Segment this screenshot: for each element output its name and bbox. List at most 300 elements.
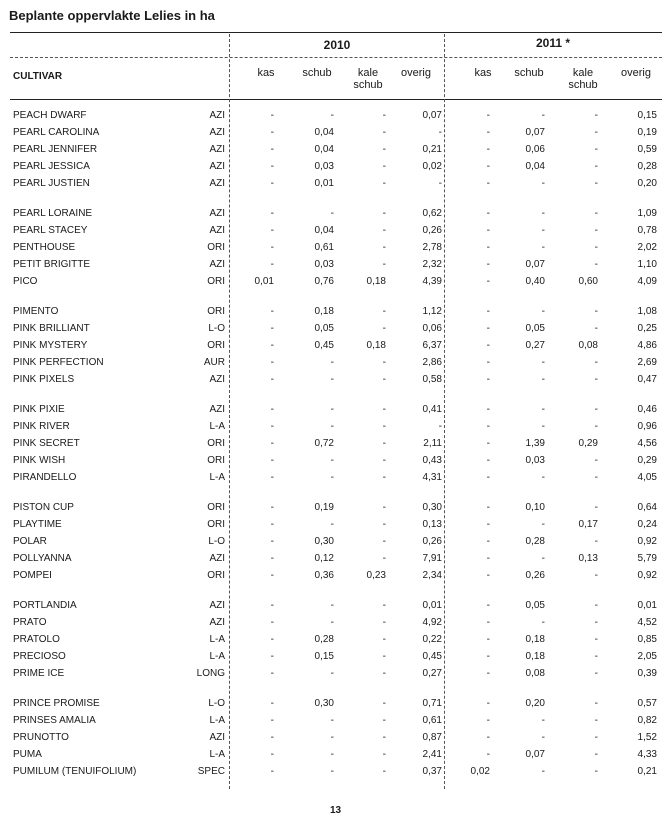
cell-schub-2011: - bbox=[541, 616, 545, 628]
cell-kale-schub-2011: - bbox=[594, 356, 598, 368]
cultivar-name: PEARL LORAINE bbox=[13, 208, 93, 219]
cultivar-type: AZI bbox=[209, 208, 225, 219]
cell-overig-2011: 0,19 bbox=[637, 126, 657, 138]
cultivar-type: AZI bbox=[209, 731, 225, 743]
cultivar-name: PETIT BRIGITTE bbox=[13, 258, 91, 270]
cell-kale-schub-2011: - bbox=[594, 258, 598, 270]
cell-schub-2011: - bbox=[541, 765, 545, 777]
cell-schub-2011: - bbox=[541, 224, 545, 236]
cell-kale-schub-2010: - bbox=[382, 373, 386, 385]
cultivar-name: PRINSES AMALIA bbox=[13, 714, 96, 726]
col-header-schub-2010: schub bbox=[302, 67, 332, 79]
cell-overig-2010: 0,62 bbox=[422, 208, 442, 219]
cell-overig-2010: 0,02 bbox=[422, 160, 442, 172]
cell-kas-2011: - bbox=[486, 322, 490, 334]
cell-overig-2011: 1,08 bbox=[637, 306, 657, 317]
table-row bbox=[0, 614, 671, 631]
cultivar-name: PISTON CUP bbox=[13, 502, 74, 513]
cell-kas-2010: - bbox=[270, 518, 274, 530]
table-row bbox=[0, 729, 671, 746]
cell-kas-2011: - bbox=[486, 143, 490, 155]
table-row bbox=[0, 205, 671, 222]
cell-schub-2011: - bbox=[541, 471, 545, 483]
cell-schub-2011: 0,18 bbox=[525, 650, 545, 662]
cell-kas-2010: - bbox=[270, 143, 274, 155]
table-title: Beplante oppervlakte Lelies in ha bbox=[9, 8, 215, 23]
cultivar-name: PIMENTO bbox=[13, 306, 59, 317]
cell-schub-2010: - bbox=[330, 616, 334, 628]
cell-kas-2010: - bbox=[270, 420, 274, 432]
cell-overig-2011: 5,79 bbox=[637, 552, 657, 564]
cell-overig-2011: 0,64 bbox=[637, 502, 657, 513]
table-row bbox=[0, 499, 671, 516]
cell-kale-schub-2011: - bbox=[594, 224, 598, 236]
cell-kas-2010: - bbox=[270, 306, 274, 317]
cultivar-name: PICO bbox=[13, 275, 38, 287]
top-rule bbox=[10, 32, 662, 33]
cell-schub-2011: - bbox=[541, 420, 545, 432]
cell-kas-2010: - bbox=[270, 110, 274, 121]
cell-kale-schub-2010: - bbox=[382, 224, 386, 236]
cell-kas-2011: - bbox=[486, 731, 490, 743]
cell-kale-schub-2011: - bbox=[594, 616, 598, 628]
cultivar-name: PRIME ICE bbox=[13, 667, 65, 679]
cell-kale-schub-2011: - bbox=[594, 177, 598, 189]
cell-kale-schub-2011: - bbox=[594, 731, 598, 743]
cell-kas-2011: - bbox=[486, 437, 490, 449]
table-row bbox=[0, 763, 671, 780]
cultivar-name: PIRANDELLO bbox=[13, 471, 77, 483]
cell-overig-2011: 4,52 bbox=[637, 616, 657, 628]
cell-kale-schub-2011: - bbox=[594, 650, 598, 662]
cell-kas-2011: - bbox=[486, 454, 490, 466]
cell-schub-2011: 0,07 bbox=[525, 258, 545, 270]
cell-kas-2011: - bbox=[486, 667, 490, 679]
col-header-kale-schub-2011: kale schub bbox=[568, 67, 598, 91]
cell-overig-2011: 0,85 bbox=[637, 633, 657, 645]
page-number: 13 bbox=[329, 805, 342, 816]
cultivar-type: AZI bbox=[209, 224, 225, 236]
cell-kale-schub-2011: - bbox=[594, 765, 598, 777]
cell-kas-2011: - bbox=[486, 420, 490, 432]
cell-kas-2010: - bbox=[270, 454, 274, 466]
cell-kale-schub-2010: - bbox=[382, 765, 386, 777]
cell-kale-schub-2011: - bbox=[594, 454, 598, 466]
cell-overig-2010: 0,22 bbox=[422, 633, 442, 645]
cell-overig-2011: 2,05 bbox=[637, 650, 657, 662]
year-2010-label: 2010 bbox=[323, 38, 351, 52]
cell-kas-2010: - bbox=[270, 650, 274, 662]
cell-kas-2010: - bbox=[270, 748, 274, 760]
cell-schub-2011: 0,04 bbox=[525, 160, 545, 172]
cultivar-name: PINK PERFECTION bbox=[13, 356, 104, 368]
cell-overig-2011: 4,86 bbox=[637, 339, 657, 351]
cell-schub-2011: 0,26 bbox=[525, 569, 545, 581]
cultivar-type: L-A bbox=[209, 633, 225, 645]
cell-schub-2010: - bbox=[330, 748, 334, 760]
cell-kale-schub-2010: 0,18 bbox=[366, 275, 386, 287]
cultivar-name: PINK MYSTERY bbox=[13, 339, 88, 351]
cultivar-name: PUMILUM (TENUIFOLIUM) bbox=[13, 765, 137, 777]
cell-kas-2011: - bbox=[486, 518, 490, 530]
cell-kas-2011: - bbox=[486, 502, 490, 513]
cell-schub-2010: 0,61 bbox=[314, 241, 334, 253]
cell-kas-2010: - bbox=[270, 241, 274, 253]
cell-schub-2010: - bbox=[330, 731, 334, 743]
cell-overig-2010: - bbox=[438, 420, 442, 432]
cell-overig-2010: 0,27 bbox=[422, 667, 442, 679]
cell-schub-2010: 0,18 bbox=[314, 306, 334, 317]
cell-kas-2010: - bbox=[270, 633, 274, 645]
columns-rule bbox=[10, 99, 662, 100]
cell-kas-2011: - bbox=[486, 110, 490, 121]
cultivar-type: L-A bbox=[209, 650, 225, 662]
cell-kale-schub-2011: 0,17 bbox=[578, 518, 598, 530]
cell-schub-2010: - bbox=[330, 420, 334, 432]
cell-overig-2010: 0,07 bbox=[422, 110, 442, 121]
cell-kale-schub-2010: - bbox=[382, 143, 386, 155]
cultivar-type: AUR bbox=[203, 356, 225, 368]
cell-kale-schub-2010: - bbox=[382, 356, 386, 368]
cell-kas-2011: - bbox=[486, 698, 490, 709]
table-row bbox=[0, 337, 671, 354]
table-row bbox=[0, 124, 671, 141]
table-row bbox=[0, 631, 671, 648]
cultivar-name: PINK SECRET bbox=[13, 437, 80, 449]
cell-kas-2010: - bbox=[270, 714, 274, 726]
cell-overig-2011: 0,82 bbox=[637, 714, 657, 726]
cultivar-type: AZI bbox=[209, 600, 225, 611]
cell-kas-2011: - bbox=[486, 748, 490, 760]
cell-kas-2011: - bbox=[486, 177, 490, 189]
cell-kas-2010: - bbox=[270, 208, 274, 219]
cell-kale-schub-2010: - bbox=[382, 633, 386, 645]
cell-overig-2010: - bbox=[438, 177, 442, 189]
table-row bbox=[0, 141, 671, 158]
cell-schub-2011: 0,18 bbox=[525, 633, 545, 645]
cell-schub-2010: - bbox=[330, 714, 334, 726]
cell-kas-2010: - bbox=[270, 356, 274, 368]
cell-kale-schub-2010: - bbox=[382, 177, 386, 189]
cell-schub-2011: - bbox=[541, 208, 545, 219]
table-row bbox=[0, 273, 671, 290]
cell-kale-schub-2011: - bbox=[594, 420, 598, 432]
cultivar-type: AZI bbox=[209, 552, 225, 564]
cell-overig-2011: 1,52 bbox=[637, 731, 657, 743]
cell-kale-schub-2011: 0,08 bbox=[578, 339, 598, 351]
cell-overig-2010: 0,01 bbox=[422, 600, 442, 611]
cell-schub-2010: 0,04 bbox=[314, 224, 334, 236]
cell-overig-2010: 2,86 bbox=[422, 356, 442, 368]
cultivar-name: PINK BRILLIANT bbox=[13, 322, 90, 334]
cell-schub-2010: 0,15 bbox=[314, 650, 334, 662]
cultivar-name: PRATO bbox=[13, 616, 47, 628]
cell-kale-schub-2010: - bbox=[382, 552, 386, 564]
cell-overig-2011: 0,25 bbox=[637, 322, 657, 334]
cell-kale-schub-2011: - bbox=[594, 306, 598, 317]
cell-overig-2010: 2,32 bbox=[422, 258, 442, 270]
cell-kas-2010: - bbox=[270, 224, 274, 236]
cell-overig-2010: 0,87 bbox=[422, 731, 442, 743]
cell-kale-schub-2011: - bbox=[594, 208, 598, 219]
cultivar-name: PEACH DWARF bbox=[13, 110, 87, 121]
header-rule bbox=[10, 57, 662, 58]
table-row bbox=[0, 533, 671, 550]
cell-overig-2010: 0,43 bbox=[422, 454, 442, 466]
cell-kale-schub-2010: - bbox=[382, 650, 386, 662]
cell-overig-2011: 0,92 bbox=[637, 569, 657, 581]
cultivar-type: AZI bbox=[209, 177, 225, 189]
cultivar-name: PRINCE PROMISE bbox=[13, 698, 100, 709]
cell-kale-schub-2011: - bbox=[594, 471, 598, 483]
cell-kale-schub-2010: - bbox=[382, 110, 386, 121]
cell-schub-2010: - bbox=[330, 454, 334, 466]
cell-overig-2010: 6,37 bbox=[422, 339, 442, 351]
cultivar-type: ORI bbox=[207, 569, 225, 581]
table-row bbox=[0, 648, 671, 665]
cell-kale-schub-2010: - bbox=[382, 322, 386, 334]
cell-kale-schub-2010: - bbox=[382, 748, 386, 760]
cell-schub-2010: 0,72 bbox=[314, 437, 334, 449]
cell-overig-2010: 0,06 bbox=[422, 322, 442, 334]
cell-kas-2010: - bbox=[270, 126, 274, 138]
cell-kale-schub-2010: - bbox=[382, 714, 386, 726]
cell-overig-2010: 0,37 bbox=[422, 765, 442, 777]
cell-overig-2010: 2,11 bbox=[423, 437, 442, 449]
cell-kale-schub-2011: - bbox=[594, 714, 598, 726]
cell-kale-schub-2010: - bbox=[382, 698, 386, 709]
cell-schub-2010: 0,45 bbox=[314, 339, 334, 351]
cultivar-name: POLLYANNA bbox=[13, 552, 72, 564]
cell-schub-2010: 0,36 bbox=[314, 569, 334, 581]
cultivar-type: ORI bbox=[207, 454, 225, 466]
cell-kale-schub-2010: - bbox=[382, 258, 386, 270]
cell-overig-2010: 0,21 bbox=[422, 143, 442, 155]
cell-schub-2010: 0,01 bbox=[314, 177, 334, 189]
cell-kas-2010: - bbox=[270, 502, 274, 513]
cell-overig-2011: 4,05 bbox=[637, 471, 657, 483]
cell-schub-2010: 0,03 bbox=[314, 258, 334, 270]
cell-schub-2010: 0,04 bbox=[314, 126, 334, 138]
cell-kas-2011: - bbox=[486, 569, 490, 581]
cultivar-type: L-O bbox=[208, 698, 225, 709]
cell-overig-2011: 4,09 bbox=[637, 275, 657, 287]
cell-overig-2011: 1,10 bbox=[637, 258, 657, 270]
cell-schub-2010: - bbox=[330, 471, 334, 483]
cell-overig-2010: 0,58 bbox=[422, 373, 442, 385]
table-row bbox=[0, 158, 671, 175]
cell-kas-2010: - bbox=[270, 437, 274, 449]
cell-kale-schub-2011: - bbox=[594, 126, 598, 138]
cultivar-name: PEARL JESSICA bbox=[13, 160, 90, 172]
cell-schub-2010: - bbox=[330, 110, 334, 121]
cell-schub-2010: 0,30 bbox=[314, 535, 334, 547]
cell-kas-2011: - bbox=[486, 306, 490, 317]
cultivar-type: ORI bbox=[207, 306, 225, 317]
cell-kas-2011: 0,02 bbox=[470, 765, 490, 777]
table-row bbox=[0, 516, 671, 533]
table-row bbox=[0, 452, 671, 469]
cell-overig-2011: 0,47 bbox=[637, 373, 657, 385]
col-header-overig-2010: overig bbox=[401, 67, 431, 79]
cell-kale-schub-2010: - bbox=[382, 454, 386, 466]
cell-overig-2011: 0,57 bbox=[637, 698, 657, 709]
cell-kas-2010: - bbox=[270, 373, 274, 385]
cell-kas-2011: - bbox=[486, 373, 490, 385]
table-row bbox=[0, 550, 671, 567]
cell-kas-2010: - bbox=[270, 552, 274, 564]
cell-kale-schub-2010: 0,18 bbox=[366, 339, 386, 351]
cell-kas-2011: - bbox=[486, 600, 490, 611]
cell-overig-2011: 2,02 bbox=[637, 241, 657, 253]
cell-kas-2011: - bbox=[486, 714, 490, 726]
cell-kas-2011: - bbox=[486, 633, 490, 645]
cell-overig-2010: 7,91 bbox=[422, 552, 442, 564]
cell-overig-2010: 4,31 bbox=[422, 471, 442, 483]
cell-kas-2010: 0,01 bbox=[254, 275, 274, 287]
cell-overig-2010: - bbox=[438, 126, 442, 138]
cultivar-name: PRECIOSO bbox=[13, 650, 66, 662]
cell-kale-schub-2010: - bbox=[382, 502, 386, 513]
cell-overig-2011: 0,15 bbox=[637, 110, 657, 121]
cell-kale-schub-2010: - bbox=[382, 616, 386, 628]
cell-kale-schub-2010: - bbox=[382, 471, 386, 483]
cell-kale-schub-2010: - bbox=[382, 420, 386, 432]
cell-overig-2011: 2,69 bbox=[637, 356, 657, 368]
col-header-schub-2011: schub bbox=[514, 67, 544, 79]
cell-overig-2011: 0,01 bbox=[637, 600, 657, 611]
col-header-kas-2011: kas bbox=[474, 67, 492, 79]
cell-schub-2011: - bbox=[541, 110, 545, 121]
cell-overig-2010: 2,78 bbox=[422, 241, 442, 253]
cell-schub-2011: 0,07 bbox=[525, 126, 545, 138]
cell-kas-2010: - bbox=[270, 600, 274, 611]
cultivar-type: AZI bbox=[209, 126, 225, 138]
cultivar-type: ORI bbox=[207, 275, 225, 287]
table-row bbox=[0, 597, 671, 614]
cultivar-type: AZI bbox=[209, 404, 225, 415]
cell-overig-2011: 0,29 bbox=[637, 454, 657, 466]
cell-schub-2011: - bbox=[541, 552, 545, 564]
cultivar-name: PINK RIVER bbox=[13, 420, 70, 432]
cultivar-type: L-A bbox=[209, 471, 225, 483]
cell-overig-2010: 0,41 bbox=[422, 404, 442, 415]
cell-schub-2011: - bbox=[541, 241, 545, 253]
table-row bbox=[0, 695, 671, 712]
cell-schub-2010: - bbox=[330, 356, 334, 368]
cultivar-name: PRATOLO bbox=[13, 633, 60, 645]
cell-kas-2011: - bbox=[486, 535, 490, 547]
cell-kas-2010: - bbox=[270, 616, 274, 628]
table-row bbox=[0, 371, 671, 388]
cell-overig-2010: 0,61 bbox=[422, 714, 442, 726]
cell-overig-2010: 2,41 bbox=[422, 748, 442, 760]
table-row bbox=[0, 320, 671, 337]
cell-kas-2010: - bbox=[270, 258, 274, 270]
cultivar-name: POMPEI bbox=[13, 569, 52, 581]
cell-kas-2011: - bbox=[486, 241, 490, 253]
cultivar-name: PENTHOUSE bbox=[13, 241, 76, 253]
cell-overig-2010: 4,92 bbox=[422, 616, 442, 628]
cell-kale-schub-2010: - bbox=[382, 241, 386, 253]
cell-overig-2011: 0,59 bbox=[637, 143, 657, 155]
cultivar-name: PINK WISH bbox=[13, 454, 66, 466]
cell-overig-2011: 4,33 bbox=[637, 748, 657, 760]
cell-schub-2011: 0,10 bbox=[525, 502, 545, 513]
table-row bbox=[0, 303, 671, 320]
cell-overig-2010: 0,26 bbox=[422, 224, 442, 236]
cell-kale-schub-2010: - bbox=[382, 667, 386, 679]
cell-schub-2010: - bbox=[330, 600, 334, 611]
cell-kas-2010: - bbox=[270, 471, 274, 483]
cell-kas-2011: - bbox=[486, 650, 490, 662]
cell-overig-2011: 0,92 bbox=[637, 535, 657, 547]
col-header-kas-2010: kas bbox=[257, 67, 275, 79]
cell-schub-2011: - bbox=[541, 714, 545, 726]
table-row bbox=[0, 354, 671, 371]
cell-kale-schub-2011: - bbox=[594, 698, 598, 709]
cell-kas-2010: - bbox=[270, 339, 274, 351]
cell-schub-2011: 0,40 bbox=[525, 275, 545, 287]
cell-overig-2010: 0,71 bbox=[422, 698, 442, 709]
table-row bbox=[0, 469, 671, 486]
cell-kas-2011: - bbox=[486, 126, 490, 138]
cell-kale-schub-2010: 0,23 bbox=[366, 569, 386, 581]
table-row bbox=[0, 222, 671, 239]
cell-schub-2011: 0,28 bbox=[525, 535, 545, 547]
cell-schub-2011: 0,08 bbox=[525, 667, 545, 679]
cell-kas-2010: - bbox=[270, 731, 274, 743]
cell-kas-2011: - bbox=[486, 616, 490, 628]
cell-kas-2011: - bbox=[486, 160, 490, 172]
cell-kale-schub-2010: - bbox=[382, 535, 386, 547]
cell-overig-2011: 0,20 bbox=[637, 177, 657, 189]
cell-schub-2011: 0,20 bbox=[525, 698, 545, 709]
cultivar-type: AZI bbox=[209, 616, 225, 628]
cell-overig-2010: 2,34 bbox=[422, 569, 442, 581]
cultivar-name: PINK PIXIE bbox=[13, 404, 65, 415]
table-row bbox=[0, 435, 671, 452]
table-row bbox=[0, 175, 671, 192]
cell-kas-2011: - bbox=[486, 552, 490, 564]
cell-overig-2010: 1,12 bbox=[422, 306, 442, 317]
cell-kale-schub-2010: - bbox=[382, 306, 386, 317]
cultivar-type: LONG bbox=[196, 667, 225, 679]
cell-schub-2011: 0,07 bbox=[525, 748, 545, 760]
cultivar-type: L-O bbox=[208, 535, 225, 547]
cell-schub-2011: - bbox=[541, 731, 545, 743]
cultivar-type: ORI bbox=[207, 241, 225, 253]
table-row bbox=[0, 567, 671, 584]
cell-overig-2011: 4,56 bbox=[637, 437, 657, 449]
cell-schub-2010: - bbox=[330, 404, 334, 415]
cell-overig-2011: 0,78 bbox=[637, 224, 657, 236]
cultivar-type: ORI bbox=[207, 339, 225, 351]
cell-schub-2011: 0,27 bbox=[525, 339, 545, 351]
cell-overig-2010: 0,26 bbox=[422, 535, 442, 547]
cell-kale-schub-2010: - bbox=[382, 126, 386, 138]
table-row bbox=[0, 665, 671, 682]
cell-kale-schub-2010: - bbox=[382, 437, 386, 449]
cultivar-name: POLAR bbox=[13, 535, 47, 547]
cell-schub-2011: 0,05 bbox=[525, 600, 545, 611]
cell-schub-2011: - bbox=[541, 177, 545, 189]
cell-schub-2010: 0,30 bbox=[314, 698, 334, 709]
cell-kas-2011: - bbox=[486, 258, 490, 270]
cell-schub-2011: - bbox=[541, 356, 545, 368]
cell-schub-2010: 0,05 bbox=[314, 322, 334, 334]
cell-kale-schub-2011: - bbox=[594, 502, 598, 513]
